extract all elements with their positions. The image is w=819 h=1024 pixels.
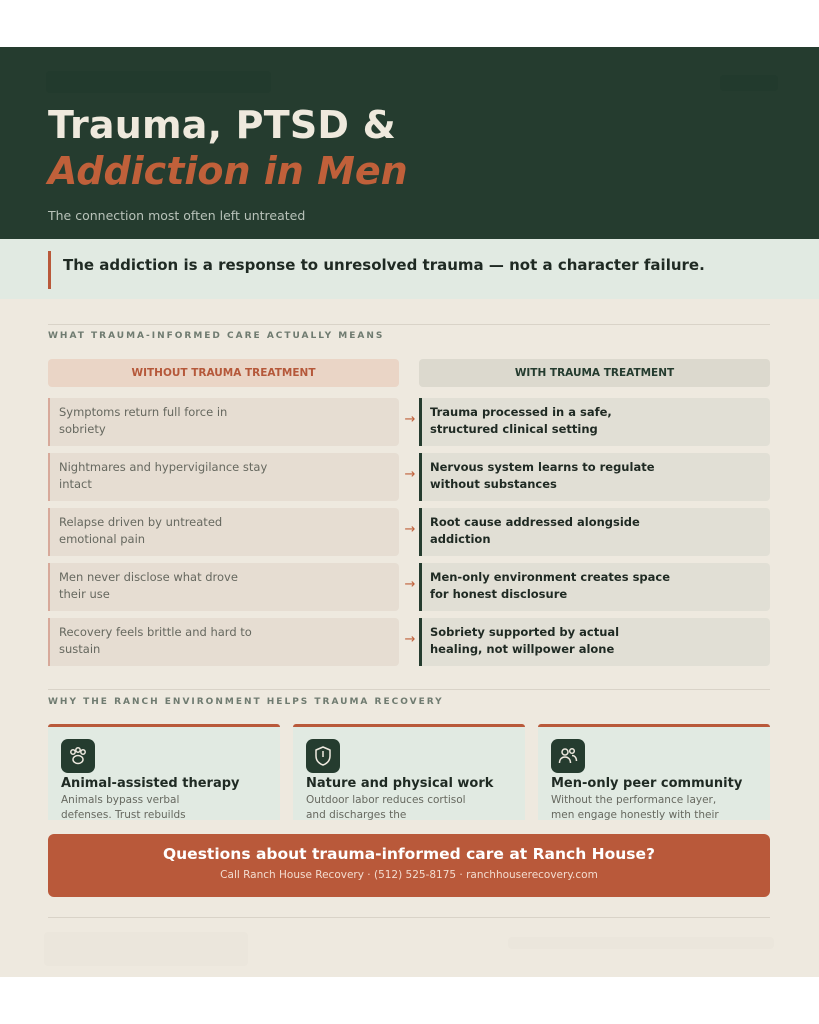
divider [48,324,770,325]
cell-line: for honest disclosure [430,587,568,601]
comparison-section-label: WHAT TRAUMA-INFORMED CARE ACTUALLY MEANS [48,331,385,341]
with-cell [419,508,770,556]
card-title: Nature and physical work [306,776,494,791]
with-cell [419,398,770,446]
with-cell [419,618,770,666]
arrow-right-icon: → [404,412,416,427]
cta-banner[interactable] [48,834,770,897]
cell-line: their use [59,587,110,601]
card-description [61,793,186,820]
faded-footer-text [508,937,774,949]
card-title: Animal-assisted therapy [61,776,240,791]
arrow-right-icon: → [404,632,416,647]
cell-line: emotional pain [59,532,146,546]
users-icon [551,739,585,773]
cell-line: Sobriety supported by actual [430,625,620,639]
hero-title-line2: Addiction in Men [48,149,408,193]
environment-section-label: WHY THE RANCH ENVIRONMENT HELPS TRAUMA RECOVERY [48,697,444,707]
cta-contact-line[interactable]: Call Ranch House Recovery · (512) 525-8175 · ranchhouserecovery.com [220,869,598,881]
card-title: Men-only peer community [551,776,743,791]
card-description [551,793,719,820]
with-cell [419,563,770,611]
arrow-right-icon: → [404,467,416,482]
arrow-right-icon: → [404,522,416,537]
cell-line: sobriety [59,422,106,436]
callout-band [0,239,819,299]
paw-icon [61,739,95,773]
cell-line: Symptoms return full force in [59,405,228,419]
faded-logo [46,71,271,93]
shield-icon [306,739,340,773]
card-desc-line: defenses. Trust rebuilds [61,809,186,820]
without-cell [48,508,399,556]
card-desc-line: Animals bypass verbal [61,794,180,806]
without-cell [48,618,399,666]
callout-accent-bar [48,251,51,289]
without-cell [48,398,399,446]
without-treatment-header: WITHOUT TRAUMA TREATMENT [48,359,399,387]
cell-line: Trauma processed in a safe, [430,405,612,419]
peer-community-card [538,724,770,820]
cell-line: addiction [430,532,491,546]
card-desc-line: Without the performance layer, [551,794,717,806]
animal-therapy-card [48,724,280,820]
cell-line: without substances [430,477,557,491]
divider [48,689,770,690]
hero-banner [0,47,819,239]
callout-text: The addiction is a response to unresolved trauma — not a character failure. [63,256,705,274]
with-treatment-header: WITH TRAUMA TREATMENT [419,359,770,387]
cell-line: structured clinical setting [430,422,598,436]
cell-line: Men-only environment creates space [430,570,671,584]
faded-badge [720,75,778,91]
card-desc-line: and discharges the [306,809,407,820]
without-cell [48,453,399,501]
cell-line: Relapse driven by untreated [59,515,223,529]
cell-line: Nightmares and hypervigilance stay [59,460,268,474]
divider [48,917,770,918]
nature-work-card [293,724,525,820]
card-desc-line: Outdoor labor reduces cortisol [306,794,466,806]
arrow-right-icon: → [404,577,416,592]
hero-title-line1: Trauma, PTSD & [48,103,396,147]
faded-footer-logo [44,932,248,966]
without-cell [48,563,399,611]
infographic-page [0,47,819,977]
cell-line: Root cause addressed alongside [430,515,640,529]
card-desc-line: men engage honestly with their [551,809,719,820]
cell-line: Recovery feels brittle and hard to [59,625,252,639]
cell-line: Nervous system learns to regulate [430,460,655,474]
hero-subtitle: The connection most often left untreated [48,208,306,223]
cell-line: Men never disclose what drove [59,570,238,584]
card-description [306,793,466,820]
cta-title: Questions about trauma-informed care at Ranch House? [162,845,656,863]
cell-line: sustain [59,642,101,656]
with-cell [419,453,770,501]
cell-line: healing, not willpower alone [430,642,615,656]
cell-line: intact [59,477,92,491]
